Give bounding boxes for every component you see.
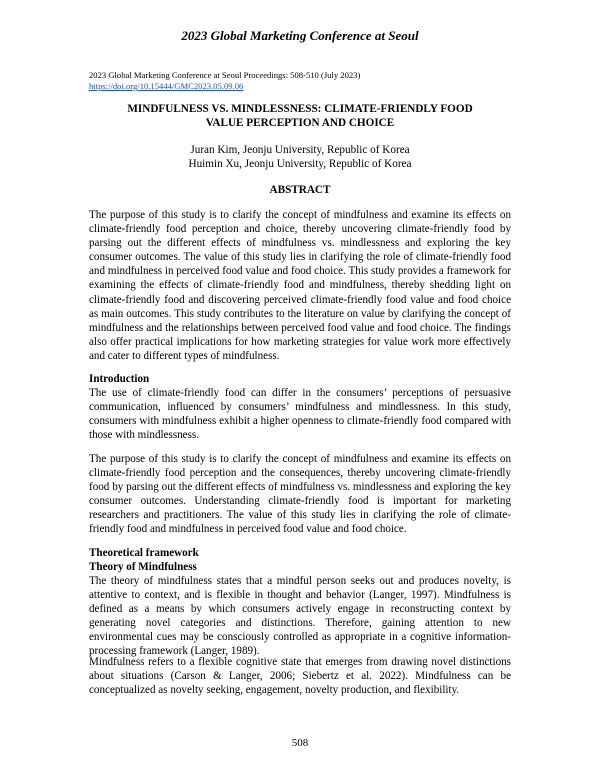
abstract-text: The purpose of this study is to clarify the concept of mindfulness and examine its effects on climate-friendly food perception and choice, thereby uncovering climate-friendly food by parsing out the different effects of mindfulness vs. mindlessness and exploring the key consumer outcomes. The value of this study lies in clarifying the role of climate-friendly food and mindfulness in perceived food value and food choice. This study provides a framework for examining the effects of climate-friendly food and mindfulness, thereby shedding light on climate-friendly food and discovering perceived climate-friendly food value and food choice as main outcomes. This study contributes to the literature on value by clarifying the concept of mindfulness and the relationships between perceived food value and food choice. The findings also offer practical implications for how marketing strategies for value work more effectively and cater to different types of mindfulness. <box>89 209 511 362</box>
author-list <box>89 143 511 171</box>
introduction-paragraph-2: The purpose of this study is to clarify the concept of mindfulness and examine its effects on climate-friendly food perception and the consequences, thereby uncovering climate-friendly food by parsing out the different effects of mindfulness vs. mindlessness and exploring the key consumer outcomes. Understanding climate-friendly food is important for marketing researchers and practitioners. The value of this study lies in clarifying the role of climate-friendly food and mindfulness in perceived food value and food choice. <box>89 453 511 536</box>
doi-link[interactable]: https://doi.org/10.15444/GMC2023.05.09.06 <box>89 81 244 91</box>
introduction-paragraph-1: The use of climate-friendly food can differ in the consumers’ perceptions of persuasive communication, influenced by consumers’ mindfulness and mindlessness. In this study, consumers with mindfulness exhibit a higher openness to climate-friendly food compared with those with mindlessness. <box>89 387 511 442</box>
title-line-1: MINDFULNESS VS. MINDLESSNESS: CLIMATE-FRIENDLY FOOD <box>127 103 473 115</box>
mindfulness-subheading: Theory of Mindfulness <box>89 561 197 573</box>
author-2: Huimin Xu, Jeonju University, Republic of Korea <box>188 158 412 170</box>
author-1: Juran Kim, Jeonju University, Republic of Korea <box>190 144 410 156</box>
proceedings-citation: 2023 Global Marketing Conference at Seoul Proceedings: 508-510 (July 2023) <box>89 70 361 80</box>
title-line-2: VALUE PERCEPTION AND CHOICE <box>205 117 395 129</box>
framework-heading: Theoretical framework <box>89 547 199 559</box>
framework-paragraph-2: Mindfulness refers to a flexible cognitive state that emerges from drawing novel distinctions about situations (Carson & Langer, 2006; Siebertz et al. 2022). Mindfulness can be conceptualized as novelty seeking, engagement, novelty production, and flexibility. <box>89 656 511 697</box>
citation-block <box>89 70 360 92</box>
paper-title <box>89 102 511 130</box>
page-number: 508 <box>291 737 309 749</box>
running-header: 2023 Global Marketing Conference at Seoul <box>181 28 419 43</box>
framework-paragraph-1: The theory of mindfulness states that a mindful person seeks out and produces novelty, is attentive to context, and is flexible in thought and behavior (Langer, 1997). Mindfulness is defined as a means by which consumers actively engage in reconstructing context by generating novel categories and distinctions. Therefore, gaining attention to new environmental cues may be consciously controlled as appropriate in a cognitive information-processing framework (Langer, 1989). <box>89 575 511 658</box>
abstract-heading: ABSTRACT <box>269 184 331 196</box>
introduction-heading: Introduction <box>89 373 150 385</box>
